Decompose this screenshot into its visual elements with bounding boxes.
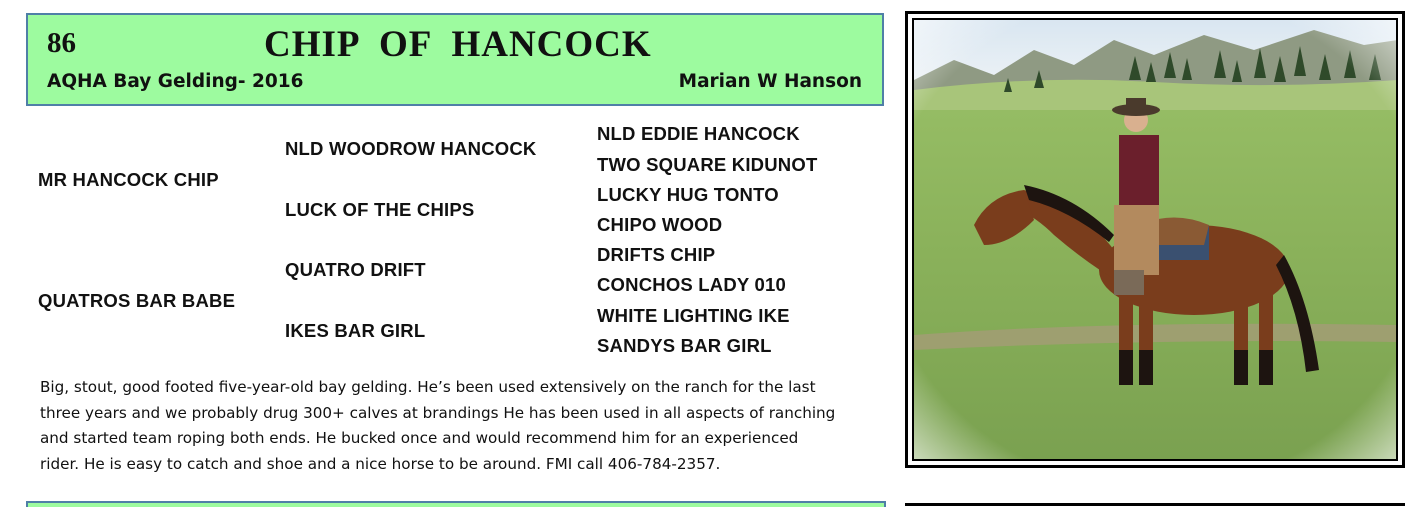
pedigree-great-grandparent: CONCHOS LADY 010 — [597, 274, 786, 295]
description-line: rider. He is easy to catch and shoe and a nice horse to be around. FMI call 406-784-2357. — [40, 455, 721, 474]
consignor-name: Marian W Hanson — [678, 71, 862, 92]
next-lot-header — [26, 501, 886, 507]
pedigree-sire: MR HANCOCK CHIP — [38, 169, 219, 190]
description-line: and started team roping both ends. He bucked once and would recommend him for an experienced — [40, 429, 799, 448]
horse-photo — [905, 11, 1405, 468]
horse-description — [40, 375, 840, 478]
description-line: three years and we probably drug 300+ calves at brandings He has been used in all aspects of ranching — [40, 403, 836, 422]
pedigree-great-grandparent: LUCKY HUG TONTO — [597, 184, 779, 205]
pedigree-great-grandparent: SANDYS BAR GIRL — [597, 335, 772, 356]
pedigree-dam-dam: IKES BAR GIRL — [285, 320, 426, 341]
horse-breed-sex-year: AQHA Bay Gelding- 2016 — [47, 71, 304, 92]
description-line: Big, stout, good footed five-year-old bay gelding. He’s been used extensively on the ranch for the last — [40, 378, 816, 396]
pedigree-sire-sire: NLD WOODROW HANCOCK — [285, 138, 537, 159]
pedigree-dam-sire: QUATRO DRIFT — [285, 259, 426, 280]
lot-header — [26, 13, 884, 106]
pedigree-great-grandparent: WHITE LIGHTING IKE — [597, 305, 790, 326]
pedigree-great-grandparent: TWO SQUARE KIDUNOT — [597, 154, 818, 175]
pedigree-great-grandparent: DRIFTS CHIP — [597, 244, 716, 265]
pedigree-great-grandparent: CHIPO WOOD — [597, 214, 723, 235]
horse-photo-image — [912, 18, 1398, 461]
next-lot-photo — [905, 503, 1405, 507]
pedigree-dam: QUATROS BAR BABE — [38, 290, 236, 311]
pedigree-great-grandparent: NLD EDDIE HANCOCK — [597, 123, 800, 144]
lot-number: 86 — [47, 27, 76, 59]
horse-name: CHIP OF HANCOCK — [264, 24, 652, 65]
pedigree-sire-dam: LUCK OF THE CHIPS — [285, 199, 475, 220]
